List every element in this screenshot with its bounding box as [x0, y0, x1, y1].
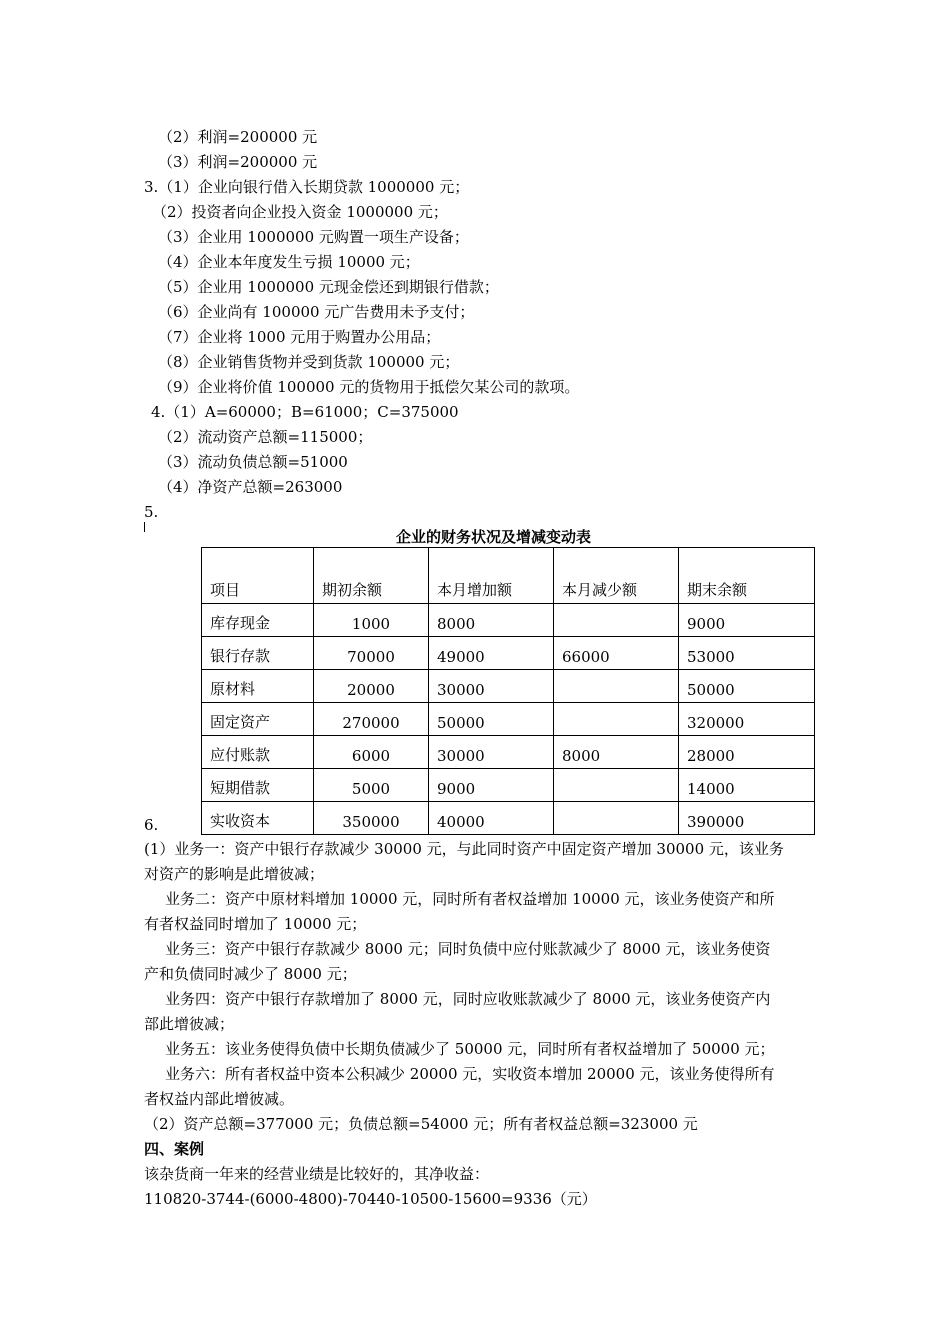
- table-row: [202, 736, 815, 769]
- text-line: （2）利润=200000 元: [158, 128, 318, 146]
- table-cell: 银行存款: [202, 637, 314, 670]
- table-cell: 8000: [429, 604, 554, 637]
- table-cell: 14000: [679, 769, 815, 802]
- header-cell: 本月减少额: [554, 548, 679, 604]
- table-cell: 49000: [429, 637, 554, 670]
- header-cell: 项目: [202, 548, 314, 604]
- text-line: 者权益内部此增彼减。: [144, 1090, 295, 1108]
- table-row: [202, 802, 815, 835]
- text-line: （2）投资者向企业投入资金 1000000 元；: [152, 203, 448, 221]
- text-line: 对资产的影响是此增彼减；: [144, 865, 325, 883]
- text-line: 产和负债同时减少了 8000 元；: [144, 965, 357, 983]
- text-line: 业务五：该业务使得负债中长期负债减少了 50000 元，同时所有者权益增加了 50000 元；: [165, 1040, 775, 1058]
- table-cell: 30000: [429, 736, 554, 769]
- text-line: 3.（1）企业向银行借入长期贷款 1000000 元；: [144, 178, 470, 196]
- text-line: （4）企业本年度发生亏损 10000 元；: [158, 253, 420, 271]
- table-cell: [554, 703, 679, 736]
- table-cell: 5000: [314, 769, 429, 802]
- table-row: [202, 604, 815, 637]
- table-cell: 8000: [554, 736, 679, 769]
- table-cell: 28000: [679, 736, 815, 769]
- table-cell: 270000: [314, 703, 429, 736]
- table-cell: 9000: [679, 604, 815, 637]
- text-line: 4.（1）A=60000；B=61000；C=375000: [151, 403, 459, 421]
- text-line: （5）企业用 1000000 元现金偿还到期银行借款；: [158, 278, 499, 296]
- header-cell: 本月增加额: [429, 548, 554, 604]
- table-cell: [554, 670, 679, 703]
- table-cell: [554, 769, 679, 802]
- table-cell: 40000: [429, 802, 554, 835]
- finance-table: [201, 547, 815, 835]
- table-cell: 66000: [554, 637, 679, 670]
- text-line: 业务四：资产中银行存款增加了 8000 元，同时应收账款减少了 8000 元，该业务使资产内: [165, 990, 771, 1008]
- text-line: 业务二：资产中原材料增加 10000 元，同时所有者权益增加 10000 元，该业务使资产和所: [165, 890, 775, 908]
- text-line: （9）企业将价值 100000 元的货物用于抵偿欠某公司的款项。: [158, 378, 580, 396]
- table-cell: 50000: [429, 703, 554, 736]
- text-line: 110820-3744-(6000-4800)-70440-10500-15600=9336（元）: [144, 1190, 597, 1208]
- text-line: （3）利润=200000 元: [158, 153, 318, 171]
- table-cell: 6000: [314, 736, 429, 769]
- text-line: 部此增彼减；: [144, 1015, 235, 1033]
- text-line: （4）净资产总额=263000: [158, 478, 343, 496]
- table-row: [202, 703, 815, 736]
- text-line: （7）企业将 1000 元用于购置办公用品；: [158, 328, 441, 346]
- header-cell: 期初余额: [314, 548, 429, 604]
- table-cell: 53000: [679, 637, 815, 670]
- table-cell: 350000: [314, 802, 429, 835]
- text-line: 6.: [144, 816, 159, 834]
- table-row: [202, 637, 815, 670]
- table-cell: [554, 604, 679, 637]
- table-cell: 短期借款: [202, 769, 314, 802]
- table-cell: 库存现金: [202, 604, 314, 637]
- text-line: (1）业务一：资产中银行存款减少 30000 元，与此同时资产中固定资产增加 30000 元，该业务: [144, 840, 784, 858]
- table-cell: 9000: [429, 769, 554, 802]
- text-line: 业务三：资产中银行存款减少 8000 元；同时负债中应付账款减少了 8000 元，该业务使资: [165, 940, 771, 958]
- table-cell: 固定资产: [202, 703, 314, 736]
- text-line: 有者权益同时增加了 10000 元；: [144, 915, 367, 933]
- table-cell: 原材料: [202, 670, 314, 703]
- text-line: （2）资产总额=377000 元；负债总额=54000 元；所有者权益总额=323000 元: [144, 1115, 698, 1133]
- table-cell: [554, 802, 679, 835]
- table-cell: 应付账款: [202, 736, 314, 769]
- cursor-mark: [144, 522, 145, 532]
- table-row: [202, 769, 815, 802]
- table-cell: 70000: [314, 637, 429, 670]
- header-cell: 期末余额: [679, 548, 815, 604]
- table-header-row: [202, 548, 815, 604]
- text-line: （6）企业尚有 100000 元广告费用未予支付；: [158, 303, 475, 321]
- text-line: 5.: [144, 503, 159, 521]
- text-line: 业务六：所有者权益中资本公积减少 20000 元，实收资本增加 20000 元，该业务使得所有: [165, 1065, 775, 1083]
- text-line: （2）流动资产总额=115000；: [158, 428, 373, 446]
- table-cell: 20000: [314, 670, 429, 703]
- table-cell: 50000: [679, 670, 815, 703]
- table-row: [202, 670, 815, 703]
- text-line: 该杂货商一年来的经营业绩是比较好的，其净收益：: [144, 1165, 490, 1183]
- table-cell: 实收资本: [202, 802, 314, 835]
- table-cell: 30000: [429, 670, 554, 703]
- text-line: （3）流动负债总额=51000: [158, 453, 348, 471]
- table-cell: 320000: [679, 703, 815, 736]
- table-cell: 1000: [314, 604, 429, 637]
- section-heading: 四、案例: [144, 1140, 205, 1158]
- text-line: （8）企业销售货物并受到货款 100000 元；: [158, 353, 460, 371]
- table-cell: 390000: [679, 802, 815, 835]
- table-title: 企业的财务状况及增减变动表: [396, 528, 592, 546]
- text-line: （3）企业用 1000000 元购置一项生产设备；: [158, 228, 469, 246]
